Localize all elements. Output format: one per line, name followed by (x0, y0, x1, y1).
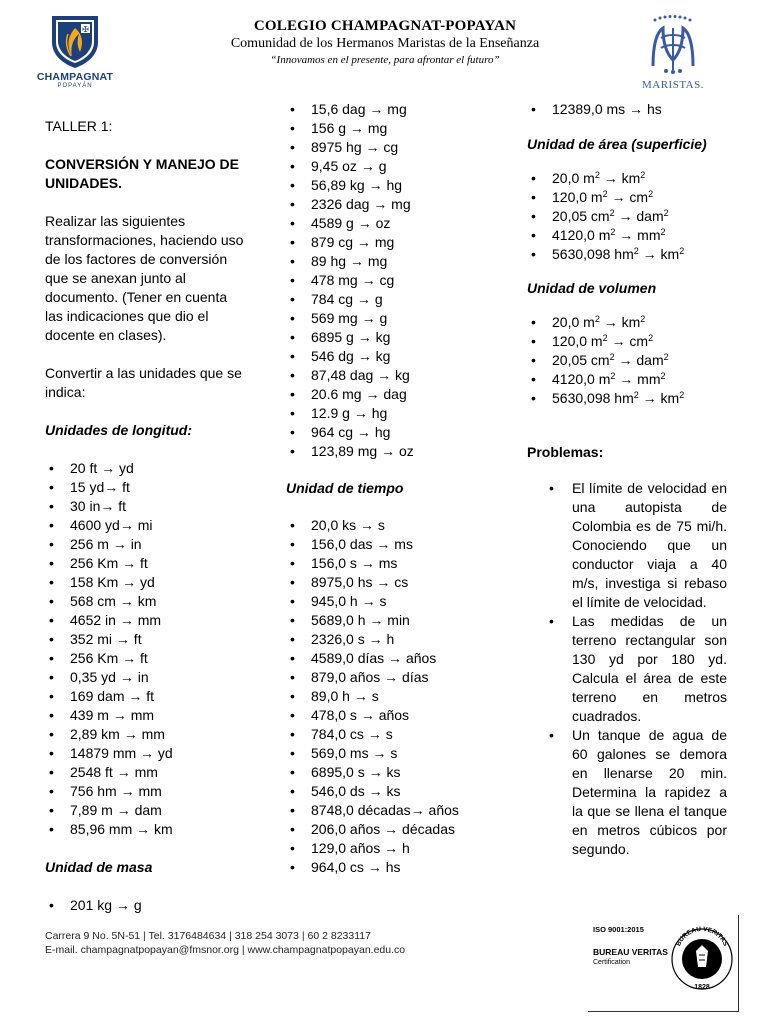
unit-text: → dam (614, 352, 664, 368)
footer-address: Carrera 9 No. 5N-51 | Tel. 3176484634 | 318 254 3073 | 60 2 8233117 (45, 930, 371, 942)
list-item: • 89,0 h → s (286, 687, 486, 706)
list-item: • 964 cg → hg (286, 423, 486, 442)
list-item: • 4600 yd→ mi (45, 516, 245, 535)
unit-text: 5630,098 hm (552, 246, 634, 262)
list-item: • 2548 ft → mm (45, 763, 245, 782)
column-1 (45, 117, 245, 915)
list-item: • 546 dg → kg (286, 347, 486, 366)
exponent: 2 (609, 208, 615, 218)
section-title-masa: Unidad de masa (45, 859, 153, 875)
list-item: • 158 Km → yd (45, 573, 245, 592)
list-item: • 85,96 mm → km (45, 820, 245, 839)
list-item: • 156 g → mg (286, 119, 486, 138)
list-item: • 56,89 kg → hg (286, 176, 486, 195)
list-item: • 2326 dag → mg (286, 195, 486, 214)
list-item: • 568 cm → km (45, 592, 245, 611)
section-title-problemas: Problemas: (527, 444, 604, 460)
list-item: • 206,0 años → décadas (286, 820, 486, 839)
exponent: 2 (602, 189, 608, 199)
area-list (527, 169, 727, 264)
unit-text: 4120,0 m (552, 227, 611, 243)
page-footer (45, 929, 405, 957)
list-item: • 4589,0 días → años (286, 649, 486, 668)
list-item: • 4652 in → mm (45, 611, 245, 630)
exponent: 2 (633, 390, 639, 400)
seal-year: 1828 (694, 984, 710, 991)
list-item: • 6895 g → kg (286, 328, 486, 347)
exponent: 2 (640, 314, 646, 324)
exponent: 2 (594, 314, 600, 324)
iso-label: ISO 9001:2015 (593, 925, 644, 934)
list-item: • 15,6 dag → mg (286, 100, 486, 119)
maristas-monogram-icon (633, 14, 713, 76)
list-item: • 6895,0 s → ks (286, 763, 486, 782)
list-item: • 129,0 años → h (286, 839, 486, 858)
list-item: • 4589 g → oz (286, 214, 486, 233)
seal-top-text: BUREAU VERITAS (675, 925, 729, 948)
list-item: • 256 m → in (45, 535, 245, 554)
list-item (527, 351, 727, 370)
list-item: • 20.6 mg → dag (286, 385, 486, 404)
exponent: 2 (679, 246, 685, 256)
list-item: • 89 hg → mg (286, 252, 486, 271)
section-title-area: Unidad de área (superficie) (527, 136, 707, 152)
list-item: • 569 mg → g (286, 309, 486, 328)
list-item (527, 313, 727, 332)
unit-text: → cm (607, 333, 649, 349)
bureau-veritas-seal-icon (668, 915, 736, 995)
list-item: • 12389,0 ms → hs (527, 100, 727, 119)
list-item: • 439 m → mm (45, 706, 245, 725)
list-item (527, 169, 727, 188)
exponent: 2 (648, 189, 654, 199)
list-item: • 879,0 años → días (286, 668, 486, 687)
list-item: • 12.9 g → hg (286, 404, 486, 423)
tiempo-list (286, 516, 486, 877)
exponent: 2 (663, 208, 669, 218)
section-title-volumen: Unidad de volumen (527, 280, 657, 296)
list-item: • 8975,0 hs → cs (286, 573, 486, 592)
list-item (527, 389, 727, 408)
exponent: 2 (610, 371, 616, 381)
header-text (180, 18, 590, 66)
unit-text: → cm (607, 189, 649, 205)
masa-list-start (45, 896, 245, 915)
cert-name: BUREAU VERITAS (593, 947, 668, 957)
exponent: 2 (609, 352, 615, 362)
exponent: 2 (602, 333, 608, 343)
school-name: COLEGIO CHAMPAGNAT-POPAYAN (253, 18, 517, 34)
taller-label: TALLER 1: (45, 118, 113, 134)
svg-text:✠: ✠ (82, 25, 89, 34)
list-item: • 30 in→ ft (45, 497, 245, 516)
list-item (527, 332, 727, 351)
list-item: • 156,0 das → ms (286, 535, 486, 554)
volumen-list (527, 313, 727, 408)
section-title-longitud: Unidades de longitud: (45, 422, 192, 438)
unit-text: → km (599, 170, 641, 186)
cert-subtitle: Certification (593, 959, 630, 966)
school-motto: “Innovamos en el presente, para afrontar el futuro” (270, 54, 500, 66)
list-item: • 756 hm → mm (45, 782, 245, 801)
column-2 (286, 100, 486, 877)
list-item: • 2326,0 s → h (286, 630, 486, 649)
list-item: • 5689,0 h → min (286, 611, 486, 630)
list-item: • 8975 hg → cg (286, 138, 486, 157)
exponent: 2 (660, 371, 666, 381)
list-item: • 0,35 yd → in (45, 668, 245, 687)
list-item: • Un tanque de agua de 60 galones se demora en llenarse 20 min. Determina la rapidez a la que se llena el tanque en metros cúbicos por segundo. (527, 726, 727, 859)
list-item: • 7,89 m → dam (45, 801, 245, 820)
list-item: • Las medidas de un terreno rectangular son 130 yd por 180 yd. Calcula el área de este terreno en metros cuadrados. (527, 612, 727, 726)
list-item: • 156,0 s → ms (286, 554, 486, 573)
maristas-name: MARISTAS. (642, 79, 704, 91)
unit-text: → km (599, 314, 641, 330)
list-item: • 20 ft → yd (45, 459, 245, 478)
unit-text: → dam (614, 208, 664, 224)
list-item: • 784 cg → g (286, 290, 486, 309)
unit-text: 20,05 cm (552, 208, 610, 224)
unit-text: → mm (615, 371, 661, 387)
list-item: • 2,89 km → mm (45, 725, 245, 744)
unit-text: 120,0 m (552, 333, 603, 349)
list-item: • 87,48 dag → kg (286, 366, 486, 385)
unit-text: 20,0 m (552, 170, 595, 186)
list-item: • 201 kg → g (45, 896, 245, 915)
exponent: 2 (648, 333, 654, 343)
exponent: 2 (640, 170, 646, 180)
worksheet-title: CONVERSIÓN Y MANEJO DE UNIDADES. (45, 156, 239, 191)
convert-text: Convertir a las unidades que se indica: (45, 365, 242, 400)
exponent: 2 (660, 227, 666, 237)
unit-text: → mm (615, 227, 661, 243)
unit-text: → km (638, 390, 680, 406)
exponent: 2 (610, 227, 616, 237)
longitud-list (45, 459, 245, 839)
page-header (0, 0, 768, 100)
exponent: 2 (594, 170, 600, 180)
list-item: • 964,0 cs → hs (286, 858, 486, 877)
exponent: 2 (679, 390, 685, 400)
maristas-logo (628, 14, 718, 94)
list-item: • 123,89 mg → oz (286, 442, 486, 461)
masa-list (286, 100, 486, 461)
list-item (527, 188, 727, 207)
list-item (527, 226, 727, 245)
unit-text: 120,0 m (552, 189, 603, 205)
list-item: • 256 Km → ft (45, 554, 245, 573)
footer-contact: E-mail. champagnatpopayan@fmsnor.org | www.champagnatpopayan.edu.co (45, 944, 406, 956)
unit-text: 4120,0 m (552, 371, 611, 387)
problemas-list (527, 479, 727, 859)
unit-text: 20,05 cm (552, 352, 610, 368)
list-item: • 478,0 s → años (286, 706, 486, 725)
unit-text: → km (638, 246, 680, 262)
champagnat-shield-icon (46, 12, 104, 70)
champagnat-logo (36, 12, 114, 98)
list-item: • 352 mi → ft (45, 630, 245, 649)
list-item: • 9,45 oz → g (286, 157, 486, 176)
unit-text: 20,0 m (552, 314, 595, 330)
list-item: • 169 dam → ft (45, 687, 245, 706)
list-item: • 256 Km → ft (45, 649, 245, 668)
list-item: • 20,0 ks → s (286, 516, 486, 535)
instructions-text: Realizar las siguientes transformaciones, haciendo uso de los factores de conversión que se anexan junto al documento. (Tener en cuenta las indicaciones que dio el docente en clases). (45, 213, 244, 343)
list-item: • El límite de velocidad en una autopista de Colombia es de 75 mi/h. Conociendo que un conductor viaja a 40 m/s, investiga si rebaso el límite de velocidad. (527, 479, 727, 612)
list-item: • 569,0 ms → s (286, 744, 486, 763)
list-item: • 546,0 ds → ks (286, 782, 486, 801)
exponent: 2 (633, 246, 639, 256)
list-item: • 14879 mm → yd (45, 744, 245, 763)
list-item: • 784,0 cs → s (286, 725, 486, 744)
list-item (527, 245, 727, 264)
certification-box (588, 915, 739, 1012)
list-item: • 478 mg → cg (286, 271, 486, 290)
list-item: • 945,0 h → s (286, 592, 486, 611)
section-title-tiempo: Unidad de tiempo (286, 480, 404, 496)
tiempo-list-end (527, 100, 727, 119)
column-3 (527, 100, 727, 859)
logo-city-name: POPAYÁN (57, 83, 93, 89)
list-item (527, 207, 727, 226)
list-item: • 8748,0 décadas→ años (286, 801, 486, 820)
community-name: Comunidad de los Hermanos Maristas de la Enseñanza (230, 36, 540, 51)
exponent: 2 (663, 352, 669, 362)
list-item (527, 370, 727, 389)
list-item: • 879 cg → mg (286, 233, 486, 252)
unit-text: 5630,098 hm (552, 390, 634, 406)
list-item: • 15 yd→ ft (45, 478, 245, 497)
logo-school-name: CHAMPAGNAT (36, 71, 114, 83)
